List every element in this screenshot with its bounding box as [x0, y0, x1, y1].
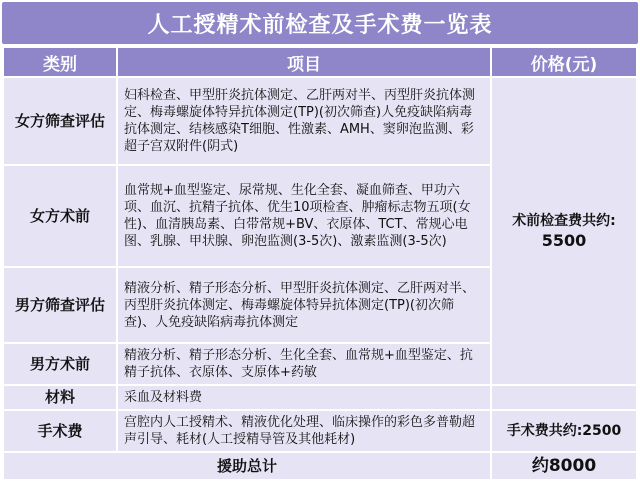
table-row — [4, 78, 636, 164]
table-row — [4, 386, 636, 409]
page-title: 人工授精术前检查及手术费一览表 — [2, 2, 638, 44]
row-item: 精液分析、精子形态分析、生化全套、血常规+血型鉴定、抗精子抗体、衣原体、支原体+药敏 — [118, 344, 490, 384]
header-category: 类别 — [4, 48, 116, 76]
row-item: 血常规+血型鉴定、尿常规、生化全套、凝血筛查、甲功六项、血沉、抗精子抗体、优生10项检查、肿瘤标志物五项(女性)、血清胰岛素、白带常规+BV、衣原体、TCT、常规心电图、乳腺、甲状腺、卵泡监测(3-5次)、激素监测(3-5次) — [118, 166, 490, 266]
total-row — [4, 453, 636, 479]
pre-op-price-label: 术前检查费共约: — [512, 213, 616, 229]
total-label: 援助总计 — [4, 453, 490, 479]
row-category: 男方筛查评估 — [4, 268, 116, 342]
price-table — [2, 46, 638, 481]
row-item: 宫腔内人工授精术、精液优化处理、临床操作的彩色多普勒超声引导、耗材(人工授精导管及其他耗材) — [118, 411, 490, 451]
row-item: 精液分析、精子形态分析、甲型肝炎抗体测定、乙肝两对半、丙型肝炎抗体测定、梅毒螺旋体特异抗体测定(TP)(初次筛查)、人免疫缺陷病毒抗体测定 — [118, 268, 490, 342]
table-row — [4, 411, 636, 451]
table-header-row — [4, 48, 636, 76]
row-category: 女方术前 — [4, 166, 116, 266]
header-item: 项目 — [118, 48, 490, 76]
pre-op-price-value: 5500 — [541, 231, 587, 250]
total-value: 约8000 — [492, 453, 636, 479]
row-item: 妇科检查、甲型肝炎抗体测定、乙肝两对半、丙型肝炎抗体测定、梅毒螺旋体特异抗体测定(TP)(初次筛查)人免疫缺陷病毒抗体测定、结核感染T细胞、性激素、AMH、窦卵泡监测、彩超子宫双附件(阴式) — [118, 78, 490, 164]
surgery-price-cell: 手术费共约:2500 — [492, 411, 636, 451]
material-price-cell — [492, 386, 636, 409]
row-category: 手术费 — [4, 411, 116, 451]
row-category: 材料 — [4, 386, 116, 409]
pre-op-price-cell — [492, 78, 636, 384]
row-category: 男方术前 — [4, 344, 116, 384]
row-category: 女方筛查评估 — [4, 78, 116, 164]
row-item: 采血及材料费 — [118, 386, 490, 409]
header-price: 价格(元) — [492, 48, 636, 76]
